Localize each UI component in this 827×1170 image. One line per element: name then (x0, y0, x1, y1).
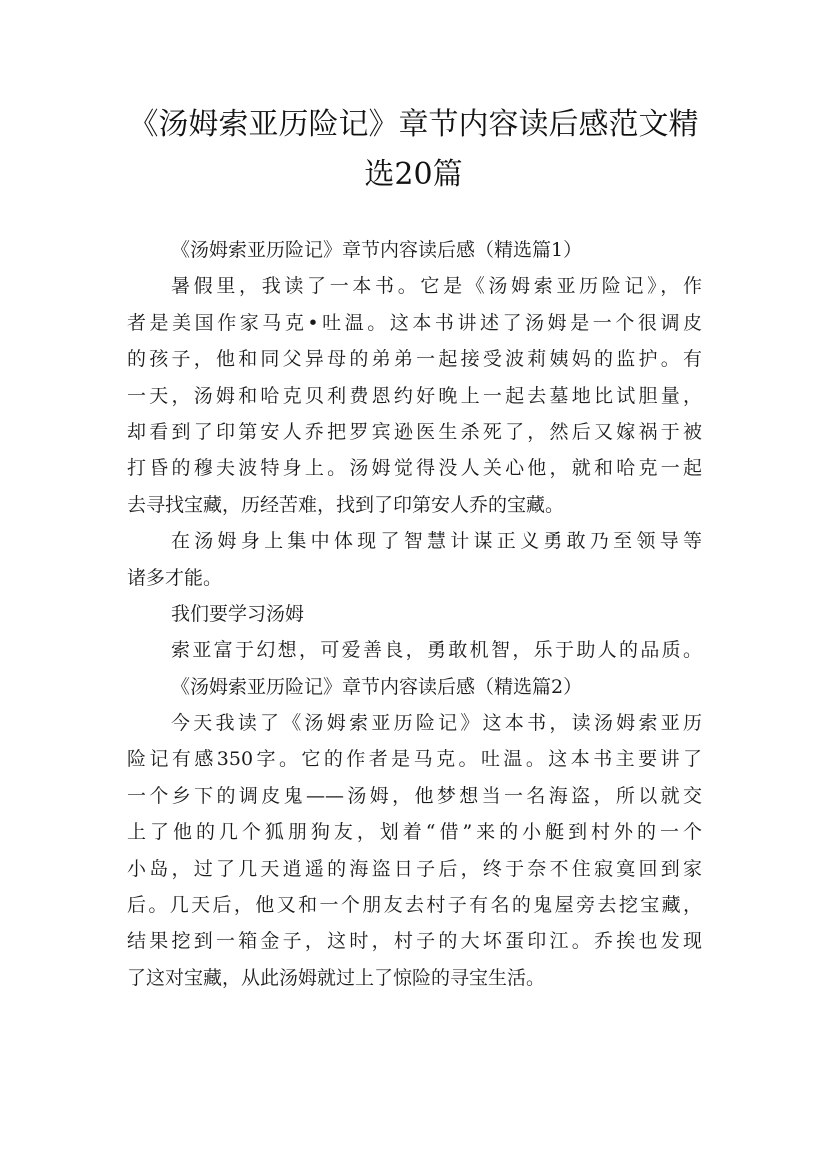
text-line: 却看到了印第安人乔把罗宾逊医生杀死了，然后又嫁祸于被 (127, 420, 702, 443)
title-line-2: 选20篇 (364, 157, 463, 192)
text-line: 结果挖到一箱金子，这时，村子的大坏蛋印江。乔挨也发现 (127, 930, 702, 953)
text-line: 险记有感350字。它的作者是马克。吐温。这本书主要讲了 (127, 748, 702, 771)
text-line: 上了他的几个狐朋狗友，划着“借”来的小艇到村外的一个 (127, 821, 702, 844)
text-line: 一个乡下的调皮鬼——汤姆，他梦想当一名海盗，所以就交 (127, 784, 702, 807)
text-line: 我们要学习汤姆 (171, 602, 305, 625)
text-line: 今天我读了《汤姆索亚历险记》这本书，读汤姆索亚历 (171, 712, 702, 735)
text-line: 小岛，过了几天逍遥的海盗日子后，终于奈不住寂寞回到家 (127, 857, 702, 880)
text-line: 打昏的穆夫波特身上。汤姆觉得没人关心他，就和哈克一起 (127, 457, 702, 480)
document-title (80, 100, 747, 200)
text-line: 的孩子，他和同父异母的弟弟一起接受波莉姨妈的监护。有 (127, 348, 702, 371)
document-body (127, 232, 702, 996)
text-line: 《汤姆索亚历险记》章节内容读后感（精选篇1） (171, 239, 583, 261)
text-line: 在汤姆身上集中体现了智慧计谋正义勇敢乃至领导等 (171, 530, 702, 553)
text-line: 诸多才能。 (127, 566, 223, 589)
text-line: 者是美国作家马克•吐温。这本书讲述了汤姆是一个很调皮 (127, 311, 702, 334)
text-line: 索亚富于幻想，可爱善良，勇敢机智，乐于助人的品质。 (171, 639, 702, 662)
text-line: 去寻找宝藏，历经苦难，找到了印第安人乔的宝藏。 (127, 493, 565, 516)
text-line: 《汤姆索亚历险记》章节内容读后感（精选篇2） (171, 675, 583, 698)
text-line: 后。几天后，他又和一个朋友去村子有名的鬼屋旁去挖宝藏， (127, 894, 702, 917)
text-line: 了这对宝藏，从此汤姆就过上了惊险的寻宝生活。 (127, 966, 546, 989)
text-line: 一天，汤姆和哈克贝利费恩约好晚上一起去墓地比试胆量， (127, 384, 702, 407)
title-line-1: 《汤姆索亚历险记》章节内容读后感范文精 (128, 107, 699, 142)
text-line: 暑假里，我读了一本书。它是《汤姆索亚历险记》，作 (171, 275, 702, 298)
